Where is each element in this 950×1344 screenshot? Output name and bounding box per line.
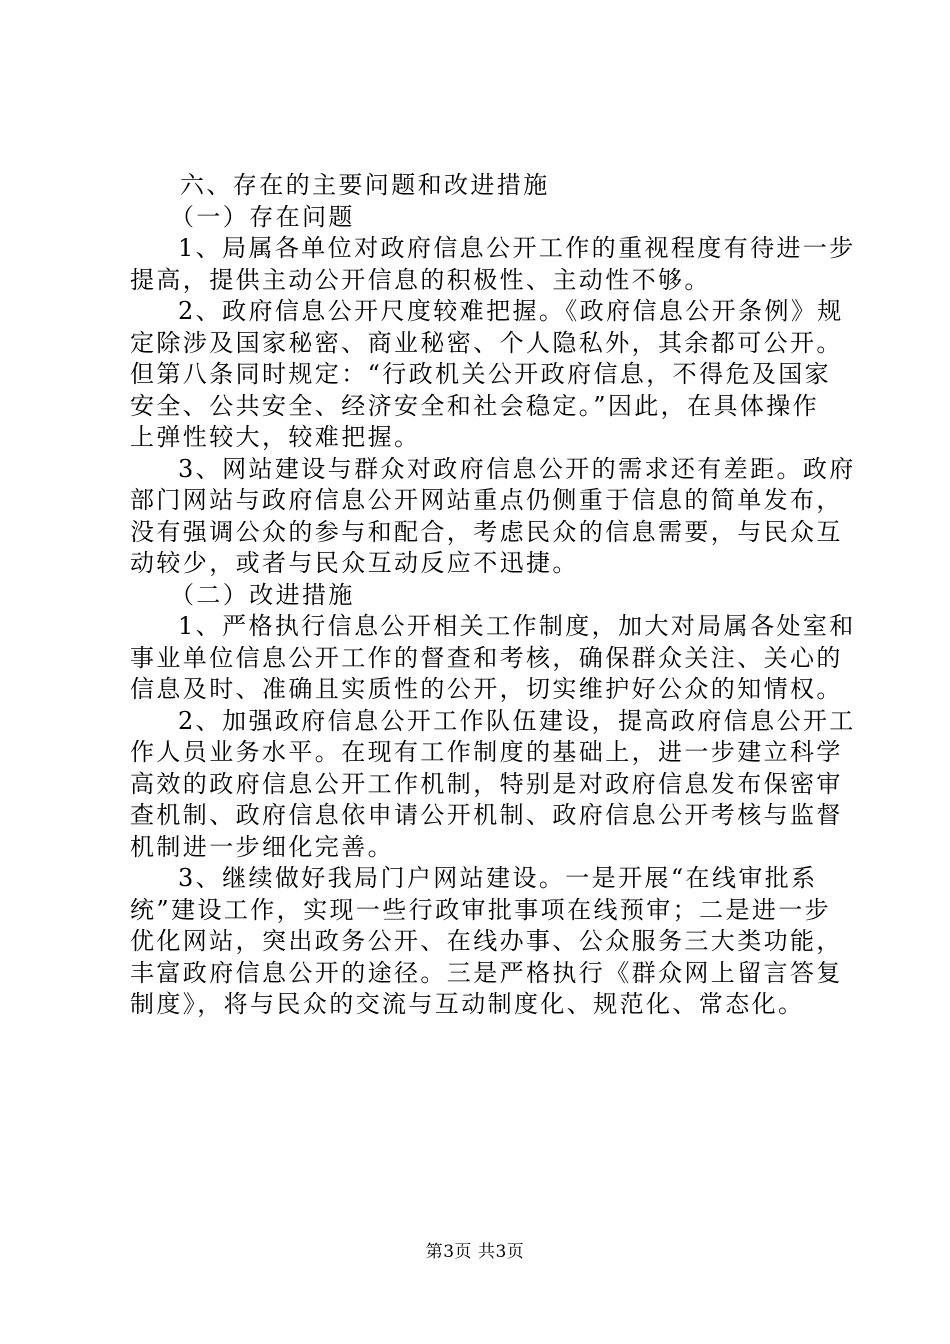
text-line: 定除涉及国家秘密、商业秘密、个人隐私外，其余都可公开。 [130,328,843,357]
text-line: 统”建设工作，实现一些行政审批事项在线预审；二是进一步 [130,895,832,924]
text-line: 丰富政府信息公开的途径。三是严格执行《群众网上留言答复 [130,958,843,987]
subsection-title-problems: （一）存在问题 [170,202,355,231]
document-body [130,170,856,1021]
subsection-title-measures: （二）改进措施 [170,580,355,609]
text-line: 提高，提供主动公开信息的积极性、主动性不够。 [130,265,711,294]
text-line: 上弹性较大，较难把握。 [130,423,421,451]
text-line: 信息及时、准确且实质性的公开，切实维护好公众的知情权。 [130,675,843,703]
text-line: 作人员业务水平。在现有工作制度的基础上，进一步建立科学 [130,738,843,766]
text-line: 事业单位信息公开工作的督查和考核，确保群众关注、关心的 [130,643,843,672]
text-line: 3、网站建设与群众对政府信息公开的需求还有差距。政府 [178,454,856,483]
text-line: 制度》，将与民众的交流与互动制度化、规范化、常态化。 [130,990,805,1018]
text-line: 安全、公共安全、经济安全和社会稳定。”因此，在具体操作 [130,391,820,420]
text-line: 1、严格执行信息公开相关工作制度，加大对局属各处室和 [178,612,856,640]
text-line: 部门网站与政府信息公开网站重点仍侧重于信息的简单发布， [130,486,843,514]
text-line: 机制进一步细化完善。 [130,832,394,861]
paragraph-problem-2 [130,296,844,454]
paragraph-measure-1 [130,611,856,706]
text-line: 没有强调公众的参与和配合，考虑民众的信息需要，与民众互 [130,517,843,546]
section-heading: 六、存在的主要问题和改进措施 [180,171,550,199]
text-line: 优化网站，突出政务公开、在线办事、公众服务三大类功能， [130,927,843,955]
paragraph-measure-2 [130,706,856,864]
text-line: 1、局属各单位对政府信息公开工作的重视程度有待进一步 [178,234,856,262]
text-line: 高效的政府信息公开工作机制，特别是对政府信息发布保密审 [130,769,843,798]
page-footer: 第3页 共3页 [425,1242,525,1262]
text-line: 2、加强政府信息公开工作队伍建设，提高政府信息公开工 [178,706,856,735]
text-line: 查机制、政府信息依申请公开机制、政府信息公开考核与监督 [130,801,843,829]
paragraph-problem-1 [130,233,856,296]
text-line: 但第八条同时规定：“行政机关公开政府信息，不得危及国家 [130,360,832,388]
text-line: 动较少，或者与民众互动反应不迅捷。 [130,549,579,577]
paragraph-problem-3 [130,454,856,580]
text-line: 2、政府信息公开尺度较难把握。《政府信息公开条例》规 [178,297,844,325]
paragraph-measure-3 [130,863,843,1021]
text-line: 3、继续做好我局门户网站建设。一是开展“在线审批系 [178,864,818,892]
